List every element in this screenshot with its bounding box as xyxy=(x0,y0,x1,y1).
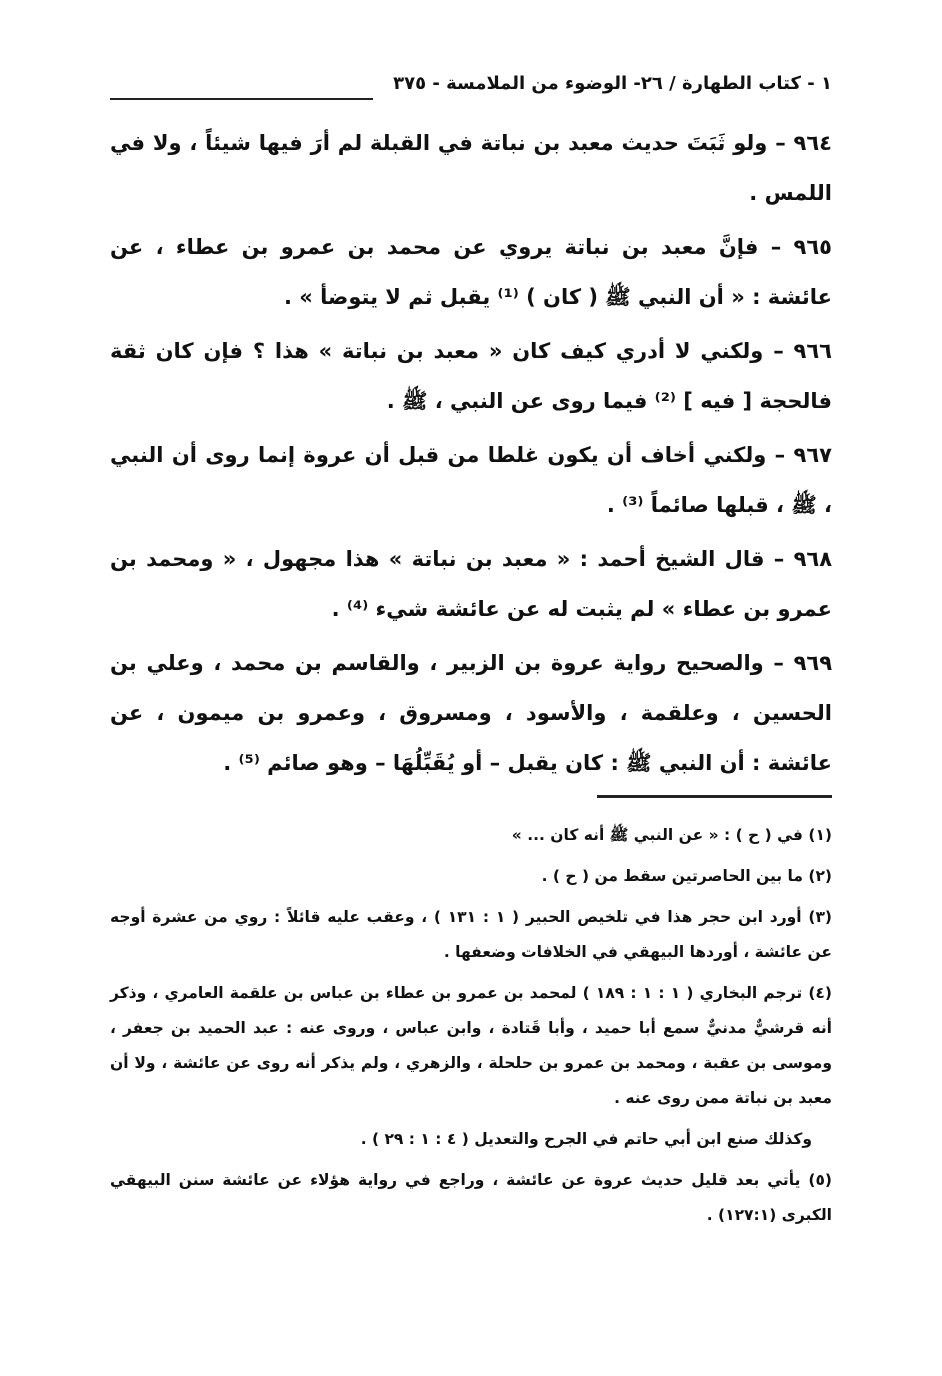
paragraph-number: ٩٦٤ xyxy=(793,131,832,155)
paragraph-968 xyxy=(110,534,832,634)
paragraph-number: ٩٦٨ xyxy=(793,547,833,571)
footnote-marker: (٣) xyxy=(808,908,832,926)
paragraph-text: – ولو ثَبَتَ حديث معبد بن نباتة في القبلة لم أرَ فيها شيئاً ، ولا في اللمس . xyxy=(110,131,832,205)
paragraph-969 xyxy=(110,638,832,788)
footnotes xyxy=(110,818,832,1239)
paragraph-text: – قال الشيخ أحمد : « معبد بن نباتة » هذا مجهول ، « ومحمد بن عمرو بن عطاء » لم يثبت له عن عائشة شيء ⁽⁴⁾ . xyxy=(110,547,832,621)
footnote-text: ما بين الحاصرتين سقط من ( ح ) . xyxy=(541,867,803,885)
paragraph-number: ٩٦٦ xyxy=(793,339,832,363)
footnote-text: أورد ابن حجر هذا في تلخيص الحبير ( ١ : ١٣١ ) ، وعقب عليه قائلاً : روي من عشرة أوجه عن عائشة ، أوردها البيهقي في الخلافات وضعفها . xyxy=(110,908,832,961)
footnote-2 xyxy=(110,859,832,894)
paragraph-text: – فإنَّ معبد بن نباتة يروي عن محمد بن عمرو بن عطاء ، عن عائشة : « أن النبي ﷺ ( كان ) ⁽¹⁾ يقبل ثم لا يتوضأ » . xyxy=(110,235,832,309)
footnote-text: في ( ح ) : « عن النبي ﷺ أنه كان ... » xyxy=(511,826,803,844)
footnote-5 xyxy=(110,1163,832,1233)
footnote-1 xyxy=(110,818,832,853)
paragraph-text: – ولكني أخاف أن يكون غلطا من قبل أن عروة إنما روى أن النبي ، ﷺ ، قبلها صائماً ⁽³⁾ . xyxy=(110,443,832,517)
paragraph-number: ٩٦٥ xyxy=(793,235,832,259)
footnote-marker: (٢) xyxy=(808,867,832,885)
paragraph-text: – ولكني لا أدري كيف كان « معبد بن نباتة » هذا ؟ فإن كان ثقة فالحجة [ فيه ] ⁽²⁾ فيما روى عن النبي ، ﷺ . xyxy=(110,339,832,413)
footnote-text: يأتي بعد قليل حديث عروة عن عائشة ، وراجع في رواية هؤلاء عن عائشة سنن البيهقي الكبرى (١٢٧:١) . xyxy=(110,1171,832,1224)
paragraph-number: ٩٦٧ xyxy=(793,443,832,467)
footnote-divider xyxy=(597,795,832,798)
footnote-3 xyxy=(110,900,832,970)
paragraph-967 xyxy=(110,430,832,530)
footnote-text: ترجم البخاري ( ١ : ١ : ١٨٩ ) لمحمد بن عمرو بن عطاء بن عباس بن علقمة العامري ، وذكر أنه قرشيٌّ مدنيٌّ سمع أبا حميد ، وأبا قَتادة ، وابن عباس ، وروى عنه : عبد الحميد بن جعفر ، وموسى بن عقبة ، ومحمد بن عمرو بن حلحلة ، والزهري ، ولم يذكر أنه روى عن عائشة ، ولا أن معبد بن نباتة ممن روى عنه . xyxy=(110,984,832,1107)
paragraph-text: – والصحيح رواية عروة بن الزبير ، والقاسم بن محمد ، وعلي بن الحسين ، وعلقمة ، والأسود ، ومسروق ، وعمرو بن ميمون ، عن عائشة : أن النبي ﷺ : كان يقبل – أو يُقَبِّلُهَا – وهو صائم ⁽⁵⁾ . xyxy=(110,651,832,775)
paragraph-964 xyxy=(110,118,832,218)
main-text xyxy=(110,118,832,792)
paragraph-965 xyxy=(110,222,832,322)
paragraph-number: ٩٦٩ xyxy=(793,651,833,675)
footnote-4 xyxy=(110,976,832,1116)
footnote-4-continuation xyxy=(110,1122,832,1157)
footnote-marker: (١) xyxy=(808,826,832,844)
running-head xyxy=(110,58,832,100)
running-head-text: ١ - كتاب الطهارة / ٢٦- الوضوء من الملامسة - ٣٧٥ xyxy=(373,73,832,100)
footnote-marker: (٥) xyxy=(808,1171,833,1189)
footnote-marker: (٤) xyxy=(808,984,832,1002)
paragraph-966 xyxy=(110,326,832,426)
footnote-text: وكذلك صنع ابن أبي حاتم في الجرح والتعديل ( ٤ : ١ : ٢٩ ) . xyxy=(360,1130,812,1148)
